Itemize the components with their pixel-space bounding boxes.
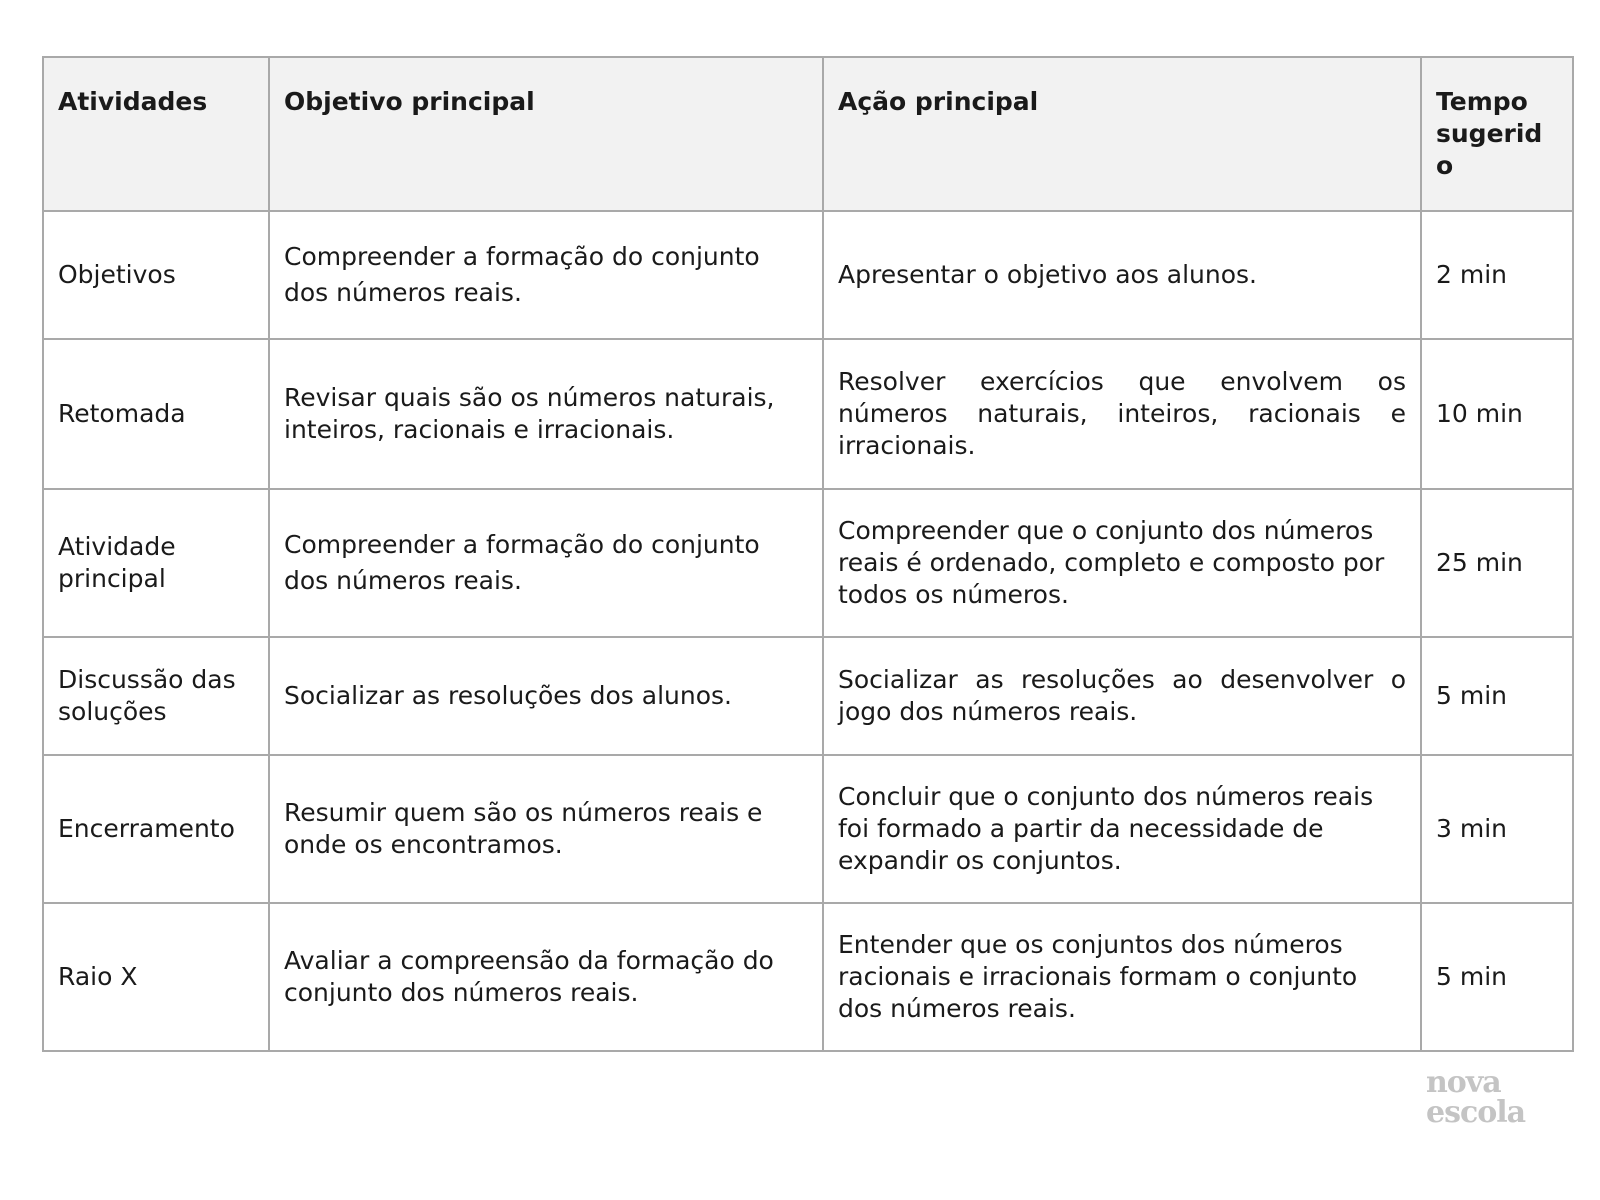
cell-atividade: Encerramento (43, 755, 269, 903)
cell-objetivo: Compreender a formação do conjunto dos números reais. (269, 211, 823, 339)
table-row (43, 755, 1573, 903)
cell-acao: Compreender que o conjunto dos números reais é ordenado, completo e composto por todos os números. (823, 489, 1421, 637)
cell-acao: Concluir que o conjunto dos números reais foi formado a partir da necessidade de expandir os conjuntos. (823, 755, 1421, 903)
header-atividades: Atividades (43, 57, 269, 211)
cell-objetivo: Compreender a formação do conjunto dos números reais. (269, 489, 823, 637)
cell-tempo: 3 min (1421, 755, 1573, 903)
cell-tempo: 2 min (1421, 211, 1573, 339)
cell-atividade: Raio X (43, 903, 269, 1051)
cell-atividade: Atividade principal (43, 489, 269, 637)
cell-acao: Entender que os conjuntos dos números racionais e irracionais formam o conjunto dos números reais. (823, 903, 1421, 1051)
nova-escola-logo (1426, 1065, 1556, 1130)
logo-line-2: escola (1426, 1095, 1526, 1130)
cell-tempo: 5 min (1421, 903, 1573, 1051)
cell-tempo: 5 min (1421, 637, 1573, 755)
logo-line-1: nova (1426, 1065, 1501, 1100)
cell-tempo: 25 min (1421, 489, 1573, 637)
lesson-plan-table (42, 56, 1574, 1052)
table-row (43, 489, 1573, 637)
table-header-row (43, 57, 1573, 211)
table-row (43, 211, 1573, 339)
cell-atividade: Objetivos (43, 211, 269, 339)
header-objetivo: Objetivo principal (269, 57, 823, 211)
cell-acao: Resolver exercícios que envolvem os números naturais, inteiros, racionais e irracionais. (823, 339, 1421, 489)
table-row (43, 903, 1573, 1051)
cell-objetivo: Revisar quais são os números naturais, inteiros, racionais e irracionais. (269, 339, 823, 489)
header-acao: Ação principal (823, 57, 1421, 211)
cell-acao: Socializar as resoluções ao desenvolver o jogo dos números reais. (823, 637, 1421, 755)
cell-atividade: Retomada (43, 339, 269, 489)
cell-atividade: Discussão das soluções (43, 637, 269, 755)
table-row (43, 637, 1573, 755)
cell-objetivo: Resumir quem são os números reais e onde os encontramos. (269, 755, 823, 903)
header-tempo: Tempo sugerido (1421, 57, 1573, 211)
cell-acao: Apresentar o objetivo aos alunos. (823, 211, 1421, 339)
table-row (43, 339, 1573, 489)
cell-objetivo: Avaliar a compreensão da formação do conjunto dos números reais. (269, 903, 823, 1051)
cell-objetivo: Socializar as resoluções dos alunos. (269, 637, 823, 755)
cell-tempo: 10 min (1421, 339, 1573, 489)
